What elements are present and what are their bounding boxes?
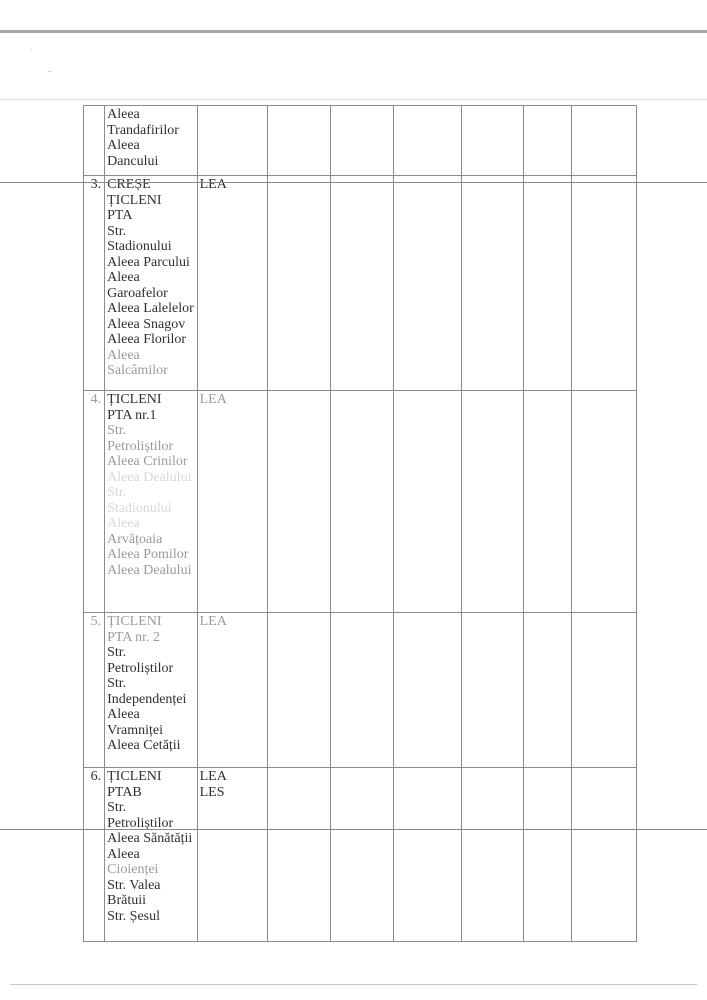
street-list	[105, 613, 198, 768]
empty-cell	[571, 391, 636, 613]
street-line: Aleea	[107, 107, 140, 122]
street-line: Dancului	[107, 153, 159, 169]
empty-cell	[462, 768, 524, 942]
street-line: Aleea	[107, 707, 140, 722]
empty-cell	[524, 613, 571, 768]
empty-cell	[267, 613, 330, 768]
empty-cell	[331, 391, 393, 613]
street-line: Aleea	[107, 347, 140, 363]
street-line: Str.	[107, 645, 127, 660]
empty-cell	[462, 106, 524, 176]
street-line: Vramniței	[107, 722, 164, 738]
street-line: Aleea Cetății	[107, 738, 181, 753]
empty-cell	[462, 613, 524, 768]
network-type	[197, 176, 267, 391]
street-line: Aleea	[107, 846, 140, 862]
street-line: Salcâmilor	[107, 363, 168, 378]
scan-bottom-edge	[10, 984, 697, 985]
empty-cell	[331, 768, 393, 942]
street-line: ȚICLENI	[107, 192, 162, 208]
network-type-line: LEA	[199, 614, 227, 629]
street-line: Aleea Sănătății	[107, 831, 193, 846]
street-line: Str.	[107, 423, 127, 438]
scan-crease-line	[0, 829, 707, 830]
street-line: Aleea Dealului	[107, 469, 192, 485]
street-line: Str. Șesul	[107, 908, 161, 924]
street-line: Arvățoaia	[107, 531, 163, 547]
street-line: PTAB	[107, 784, 142, 800]
empty-cell	[462, 176, 524, 391]
empty-cell	[267, 768, 330, 942]
empty-cell	[393, 613, 461, 768]
row-number: 4.	[84, 391, 105, 613]
street-line: Stadionului	[107, 239, 172, 254]
empty-cell	[393, 391, 461, 613]
table-row	[84, 768, 637, 942]
table-row	[84, 176, 637, 391]
street-line: Cioienței	[107, 862, 159, 877]
empty-cell	[571, 768, 636, 942]
street-line: Garoafelor	[107, 285, 168, 301]
empty-cell	[393, 106, 461, 176]
street-line: Aleea	[107, 138, 140, 153]
row-number: 6.	[84, 768, 105, 942]
empty-cell	[524, 106, 571, 176]
empty-cell	[267, 176, 330, 391]
street-line: Str. Valea	[107, 877, 161, 893]
street-line: Aleea Snagov	[107, 316, 186, 332]
table-row	[84, 106, 637, 176]
empty-cell	[571, 176, 636, 391]
network-type-line: LEA	[199, 392, 227, 407]
street-line: PTA nr. 2	[107, 629, 161, 645]
scan-speck: .	[30, 42, 33, 53]
network-type-line: LES	[199, 784, 225, 800]
street-line: CREȘE	[107, 177, 151, 192]
empty-cell	[393, 768, 461, 942]
empty-cell	[524, 176, 571, 391]
empty-cell	[524, 768, 571, 942]
empty-cell	[331, 176, 393, 391]
street-line: Aleea	[107, 270, 140, 285]
street-line: Aleea Florilor	[107, 332, 187, 347]
street-line: Aleea Pomilor	[107, 547, 189, 562]
street-line: Aleea Dealului	[107, 562, 192, 578]
empty-cell	[267, 106, 330, 176]
scan-crease-line	[0, 182, 707, 183]
empty-cell	[393, 176, 461, 391]
street-list	[105, 106, 198, 176]
scan-speck: -	[48, 66, 52, 77]
table-row	[84, 391, 637, 613]
empty-cell	[571, 106, 636, 176]
street-line: Aleea Parcului	[107, 254, 190, 270]
street-line: Independenței	[107, 691, 187, 707]
street-line: PTA	[107, 208, 133, 223]
street-line: Str.	[107, 800, 127, 815]
street-line: ȚICLENI	[107, 392, 162, 407]
table-row	[84, 613, 637, 768]
street-line: Str.	[107, 223, 127, 239]
scan-top-edge	[0, 30, 707, 33]
row-number	[84, 106, 105, 176]
street-line: Aleea Crinilor	[107, 454, 188, 469]
street-list	[105, 768, 198, 942]
street-list	[105, 176, 198, 391]
network-type-line: LEA	[199, 177, 227, 192]
street-line: Trandafirilor	[107, 122, 179, 138]
empty-cell	[571, 613, 636, 768]
scan-fold-line	[0, 99, 707, 100]
street-line: ȚICLENI	[107, 614, 162, 629]
street-line: Str.	[107, 485, 127, 500]
row-number: 5.	[84, 613, 105, 768]
street-line: Brătuii	[107, 893, 146, 908]
empty-cell	[462, 391, 524, 613]
street-line: Petroliștilor	[107, 660, 174, 676]
empty-cell	[267, 391, 330, 613]
street-list	[105, 391, 198, 613]
street-line: ȚICLENI	[107, 769, 162, 784]
street-line: Petroliștilor	[107, 438, 174, 454]
street-line: Stadionului	[107, 500, 172, 516]
network-type-line: LEA	[199, 769, 227, 784]
street-line: Petroliștilor	[107, 815, 174, 831]
network-type	[197, 106, 267, 176]
network-type	[197, 768, 267, 942]
street-line: Aleea Lalelelor	[107, 301, 194, 316]
row-number: 3.	[84, 176, 105, 391]
network-table	[83, 105, 637, 942]
empty-cell	[524, 391, 571, 613]
empty-cell	[331, 106, 393, 176]
network-type	[197, 391, 267, 613]
network-type	[197, 613, 267, 768]
street-line: Str.	[107, 676, 127, 691]
empty-cell	[331, 613, 393, 768]
street-line: PTA nr.1	[107, 407, 157, 423]
street-line: Aleea	[107, 516, 140, 531]
